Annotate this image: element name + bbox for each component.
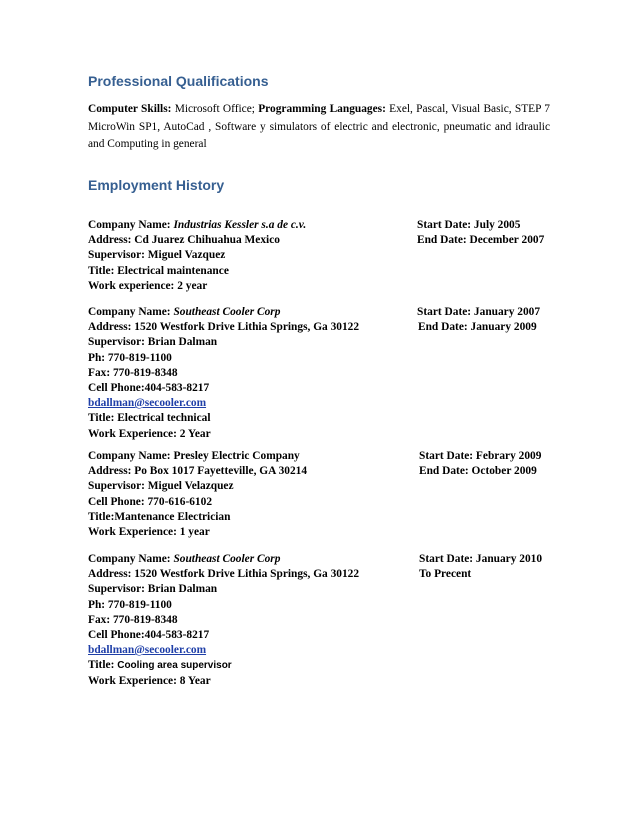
- supervisor: Supervisor: Brian Dalman: [88, 583, 218, 596]
- start-date: Start Date: July 2005: [417, 219, 521, 231]
- job-title-value: Cooling area supervisor: [117, 660, 232, 672]
- company-name: Southeast Cooler Corp: [173, 553, 281, 565]
- fax: Fax: 770-819-8348: [88, 613, 178, 626]
- cell-phone: Cell Phone: 770-616-6102: [88, 495, 213, 508]
- job-title: Title: Electrical maintenance: [88, 264, 229, 277]
- email-link[interactable]: bdallman@secooler.com: [88, 644, 207, 657]
- supervisor: Supervisor: Miguel Velazquez: [88, 480, 234, 493]
- company-name: Southeast Cooler Corp: [173, 306, 281, 318]
- cell-phone: Cell Phone:404-583-8217: [88, 381, 210, 394]
- job-title: Title:Mantenance Electrician: [88, 510, 231, 523]
- fax: Fax: 770-819-8348: [88, 366, 178, 379]
- programming-languages-value: Exel, Pascal, Visual Basic, STEP 7 MicroWin SP1, AutoCad , Software y simulators of electric and electronic, pneumatic and idraulic and Computing in general: [88, 103, 550, 150]
- company-address: Address: Po Box 1017 Fayetteville, GA 30214: [88, 465, 308, 478]
- email-link[interactable]: bdallman@secooler.com: [88, 397, 207, 410]
- supervisor: Supervisor: Brian Dalman: [88, 336, 218, 349]
- company-address: Address: Cd Juarez Chihuahua Mexico: [88, 234, 280, 247]
- professional-qualifications-heading: Professional Qualifications: [88, 73, 269, 89]
- work-experience: Work Experience: 2 Year: [88, 427, 211, 440]
- cell-phone: Cell Phone:404-583-8217: [88, 628, 210, 641]
- phone: Ph: 770-819-1100: [88, 351, 172, 364]
- start-date: Start Date: January 2010: [419, 553, 543, 565]
- programming-languages-label: Programming Languages:: [258, 103, 386, 115]
- job-entry-2: [88, 305, 553, 442]
- job-title-label: Title:: [88, 659, 118, 672]
- job-entry-4: [88, 552, 553, 689]
- start-date: Start Date: Febrary 2009: [419, 450, 542, 462]
- work-experience: Work experience: 2 year: [88, 279, 208, 292]
- company-label: Company Name:: [88, 553, 174, 565]
- work-experience: Work Experience: 8 Year: [88, 674, 211, 687]
- job-title: Title: Electrical technical: [88, 412, 211, 425]
- company-label: Company Name:: [88, 450, 174, 462]
- company-address: Address: 1520 Westfork Drive Lithia Springs, Ga 30122: [88, 321, 360, 334]
- computer-skills-paragraph: [88, 101, 550, 154]
- job-entry-3: [88, 449, 553, 540]
- end-date: End Date: December 2007: [417, 234, 545, 247]
- end-date: End Date: January 2009: [418, 321, 537, 334]
- company-label: Company Name:: [88, 219, 174, 231]
- company-name: Presley Electric Company: [173, 450, 300, 462]
- job-entry-1: [88, 218, 553, 294]
- start-date: Start Date: January 2007: [417, 306, 541, 318]
- work-experience: Work Experience: 1 year: [88, 525, 210, 538]
- end-date: To Precent: [419, 568, 472, 581]
- company-address: Address: 1520 Westfork Drive Lithia Springs, Ga 30122: [88, 568, 360, 581]
- supervisor: Supervisor: Miguel Vazquez: [88, 249, 226, 262]
- computer-skills-label: Computer Skills:: [88, 103, 172, 115]
- computer-skills-value: Microsoft Office;: [171, 103, 259, 115]
- employment-history-heading: Employment History: [88, 177, 225, 193]
- company-name: Industrias Kessler s.a de c.v.: [173, 219, 307, 231]
- end-date: End Date: October 2009: [419, 465, 537, 478]
- company-label: Company Name:: [88, 306, 174, 318]
- phone: Ph: 770-819-1100: [88, 598, 172, 611]
